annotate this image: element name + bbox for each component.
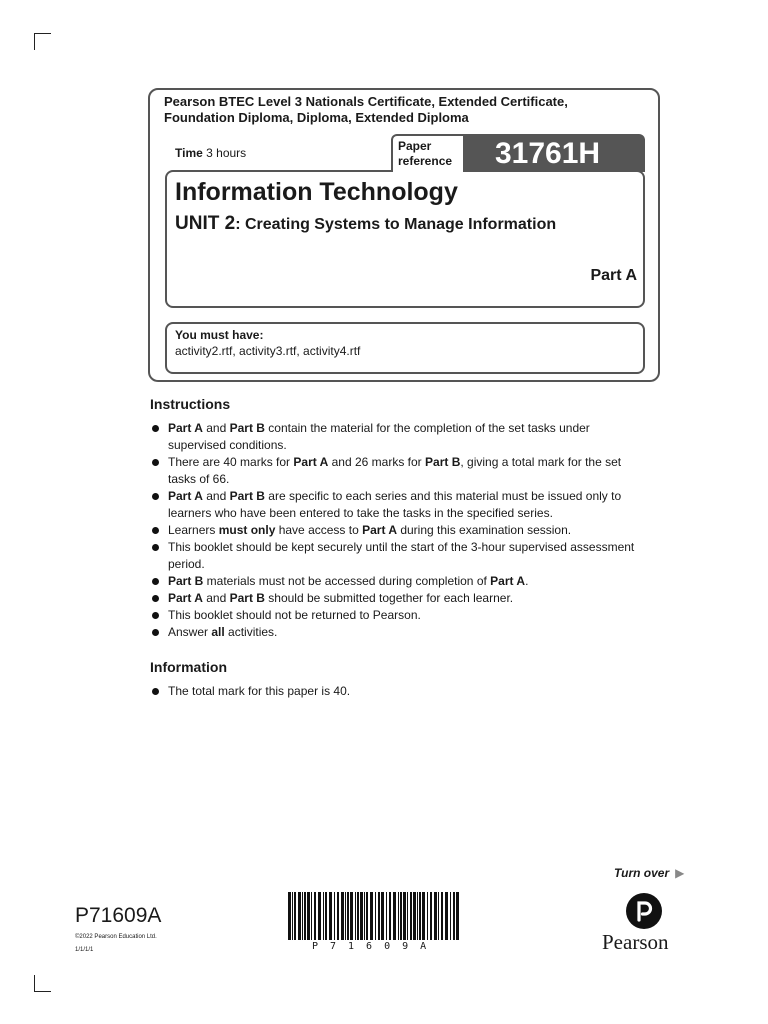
paper-code: P71609A [75, 904, 162, 927]
print-code: 1/1/1/1 [75, 947, 94, 953]
unit-number: UNIT 2 [175, 213, 236, 234]
unit-name: : Creating Systems to Manage Information [235, 216, 557, 233]
list-item: This booklet should not be returned to Pearson. [150, 607, 650, 624]
list-item: There are 40 marks for Part A and 26 marks for Part B, giving a total mark for the set tasks of 66. [150, 454, 650, 488]
qualifications-line-2: Foundation Diploma, Diploma, Extended Diploma [164, 110, 469, 125]
qualifications [164, 94, 644, 126]
brand-name: Pearson [602, 930, 669, 954]
qualifications-line-1: Pearson BTEC Level 3 Nationals Certificate, Extended Certificate, [164, 94, 568, 109]
turn-over [614, 866, 684, 880]
must-have-box [165, 322, 645, 374]
instructions-heading: Instructions [150, 396, 231, 412]
barcode-text: P71609A [312, 941, 439, 952]
subject-title: Information Technology [175, 178, 458, 206]
instructions-list [150, 420, 650, 641]
list-item: Part A and Part B should be submitted together for each learner. [150, 590, 650, 607]
copyright: ©2022 Pearson Education Ltd. [75, 934, 157, 940]
list-item: Answer all activities. [150, 624, 650, 641]
part-label: Part A [590, 267, 637, 284]
paper-reference-label [391, 134, 465, 172]
must-have-files: activity2.rtf, activity3.rtf, activity4.rtf [175, 344, 361, 358]
copyright-block [75, 932, 157, 955]
paper-reference-code: 31761H [463, 134, 645, 172]
list-item: The total mark for this paper is 40. [150, 683, 650, 700]
list-item: Part A and Part B contain the material for the completion of the set tasks under supervised conditions. [150, 420, 650, 454]
turn-over-label: Turn over [614, 866, 670, 880]
information-heading: Information [150, 659, 227, 675]
time-label: Time [175, 146, 203, 160]
unit-title [175, 213, 556, 235]
pearson-logo-icon [626, 893, 662, 929]
exam-time [175, 146, 246, 160]
crop-mark-bottom-left [34, 975, 51, 992]
list-item: This booklet should be kept securely until the start of the 3-hour supervised assessment period. [150, 539, 650, 573]
reference-label: reference [398, 154, 453, 168]
list-item: Part A and Part B are specific to each series and this material must be issued only to learners who have been entered to take the tasks in the specified series. [150, 488, 650, 522]
crop-mark-top-left [34, 33, 51, 50]
barcode-icon [288, 892, 464, 942]
list-item: Part B materials must not be accessed during completion of Part A. [150, 573, 650, 590]
information-list [150, 683, 650, 700]
list-item: Learners must only have access to Part A during this examination session. [150, 522, 650, 539]
must-have-heading: You must have: [175, 328, 264, 342]
time-value: 3 hours [206, 146, 247, 160]
play-triangle-icon: ▶ [675, 866, 685, 880]
paper-label: Paper [398, 139, 432, 153]
